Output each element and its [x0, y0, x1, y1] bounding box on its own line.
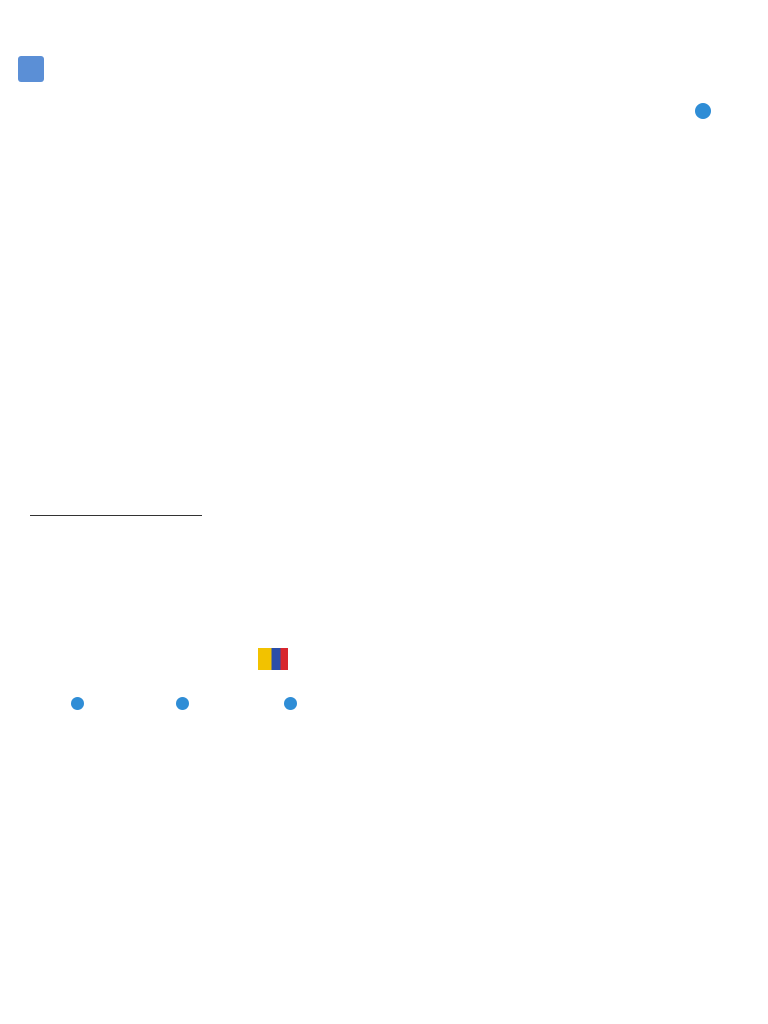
group2-number-icon — [71, 697, 84, 710]
group3-number-icon — [176, 697, 189, 710]
group4-number-icon — [284, 697, 297, 710]
